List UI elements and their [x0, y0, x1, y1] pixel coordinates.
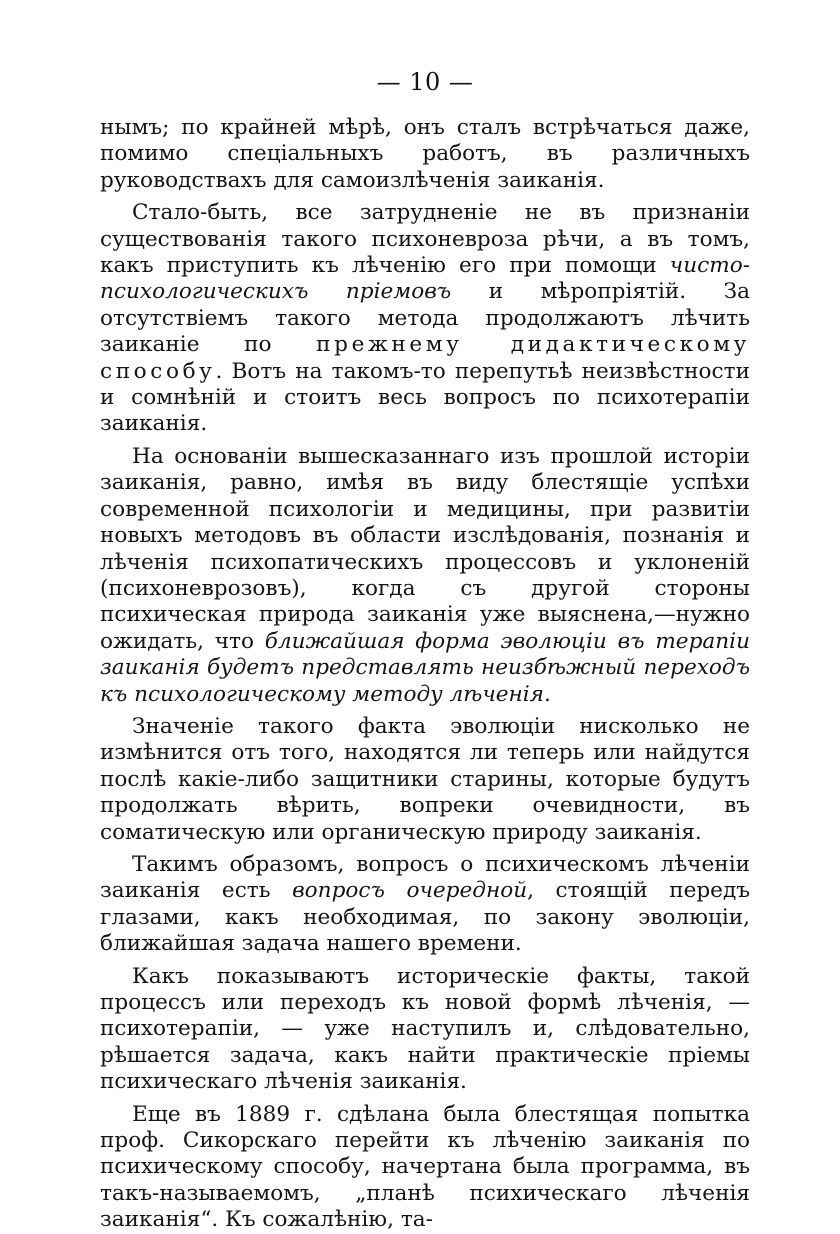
- paragraph-6: [100, 964, 750, 1096]
- paragraph-text: Стало-быть, все затрудненіе не въ признаніи существованія такого психоневроза рѣчи, а въ томъ, какъ приступить къ лѣченію его при помощи: [100, 200, 750, 279]
- paragraph-text: , стоящій передъ глазами, какъ необходимая, по закону эволюціи, ближайшая задача нашего времени.: [100, 878, 750, 957]
- paragraph-text: и мѣропріятій. За отсутствіемъ такого метода продолжаютъ лѣчить заиканіе по: [100, 279, 750, 358]
- paragraph-text: На основаніи вышесказаннаго изъ прошлой исторіи заиканія, равно, имѣя въ виду блестящіе успѣхи современной психологіи и медицины, при развитіи новыхъ методовъ въ области изслѣдованія, познанія и лѣченія психопатическихъ процессовъ и уклоненій (психоневрозовъ), когда съ другой стороны психическая природа заиканія уже выяснена,—нужно ожидать, что: [100, 443, 750, 654]
- paragraph-text: Такимъ образомъ, вопросъ о психическомъ лѣченіи заиканія есть: [100, 851, 750, 904]
- paragraph-text: нымъ; по крайней мѣрѣ, онъ сталъ встрѣчаться даже, помимо спеціальныхъ работъ, въ различныхъ руководствахъ для самоизлѣченія заиканія.: [100, 115, 750, 193]
- book-page: [100, 62, 750, 1234]
- paragraph-text: Значеніе такого факта эволюціи нисколько не измѣнится отъ того, находятся ли теперь или найдутся послѣ какіе-либо защитники старины, которые будутъ продолжать вѣрить, вопреки очевидности, въ соматическую или органическую природу заиканія.: [100, 713, 750, 845]
- paragraph-1: [100, 115, 750, 194]
- italic-emphasis: чисто-психологическихъ пріемовъ: [100, 253, 750, 305]
- paragraph-4: [100, 714, 750, 846]
- paragraph-text: . Вотъ на такомъ-то перепутьѣ неизвѣстности и сомнѣній и стоитъ весь вопросъ по психотерапіи заиканія.: [100, 358, 750, 437]
- italic-emphasis: вопросъ очередной: [292, 878, 528, 904]
- paragraph-2: [100, 200, 750, 438]
- italic-emphasis: ближайшая форма эволюціи въ терапіи заиканія будетъ представлять неизбѣжный переходъ къ психологическому методу лѣченія.: [100, 628, 750, 707]
- paragraph-text: Еще въ 1889 г. сдѣлана была блестящая попытка проф. Сикорскаго перейти къ лѣченію заиканія по психическому способу, начертана была программа, въ такъ-называемомъ, „планѣ психическаго лѣченія заиканія“. Къ сожалѣнію, та-: [100, 1101, 750, 1233]
- page-number: — 10 —: [376, 68, 474, 96]
- paragraph-text: Какъ показываютъ историческіе факты, такой процессъ или переходъ къ новой формѣ лѣченія, — психотерапіи, — уже наступилъ и, слѣдовательно, рѣшается задача, какъ найти практическіе пріемы психическаго лѣченія заиканія.: [100, 963, 750, 1095]
- paragraph-3: [100, 444, 750, 708]
- spaced-emphasis: прежнему дидактическому способу: [100, 332, 750, 384]
- paragraph-7: [100, 1102, 750, 1234]
- paragraph-5: [100, 852, 750, 958]
